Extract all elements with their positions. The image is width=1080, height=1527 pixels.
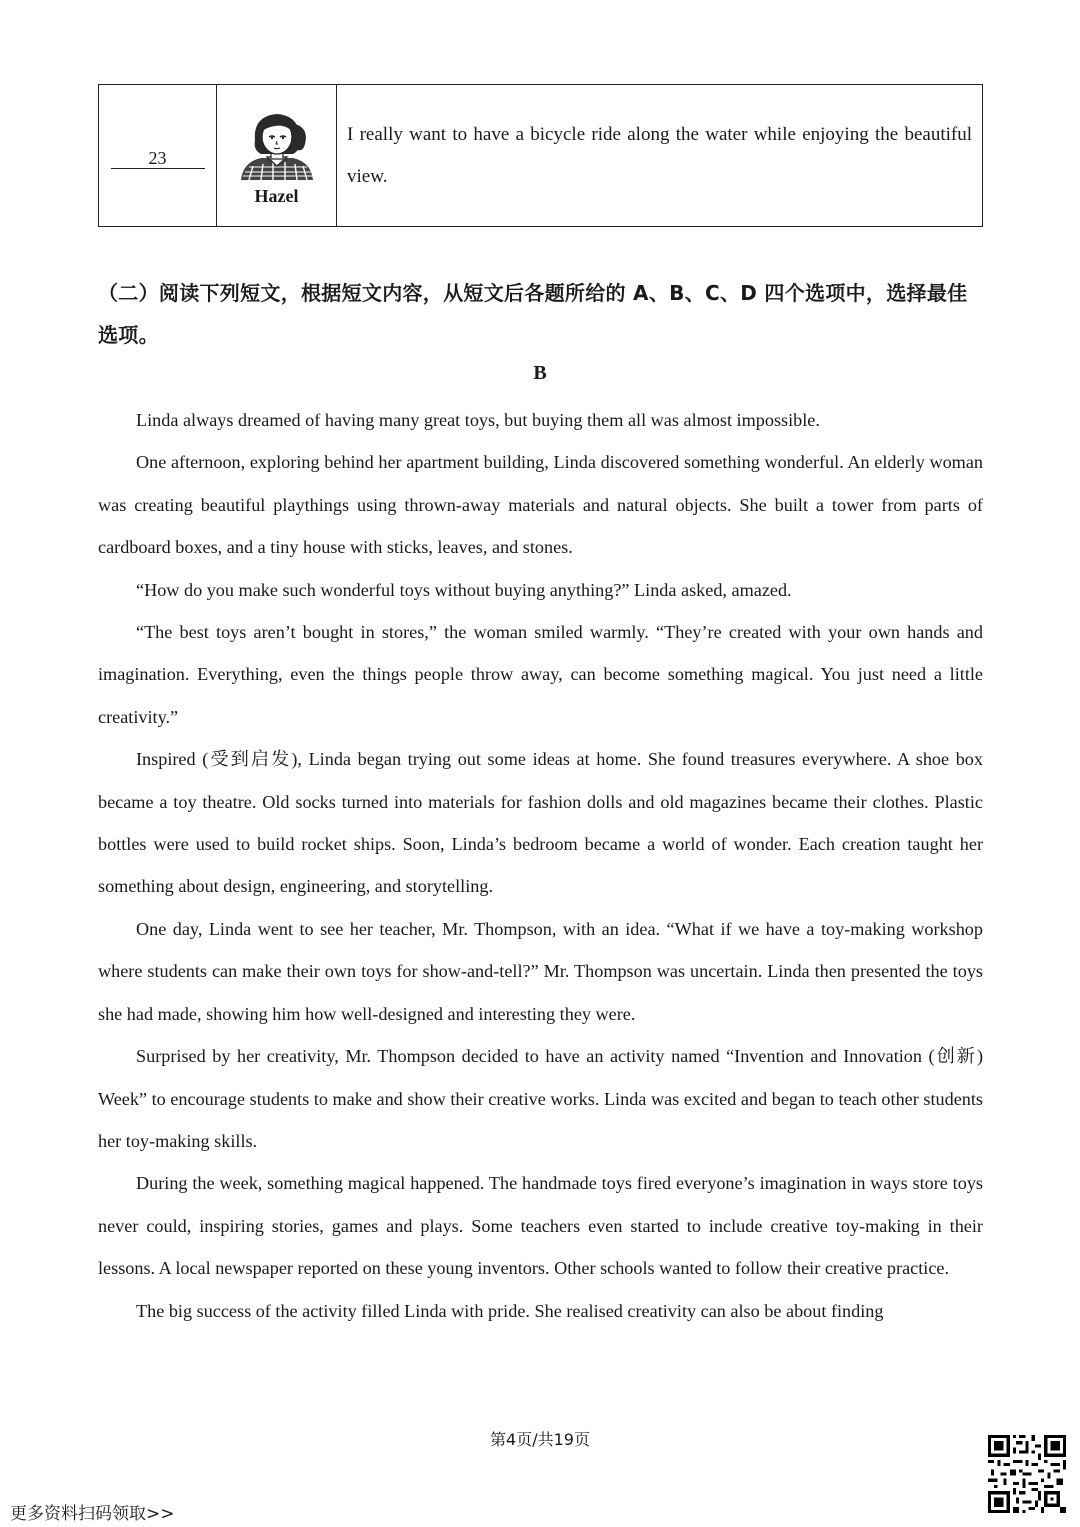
avatar-cell [217,85,337,227]
page-number: 第4页/共19页 [490,1430,590,1449]
quote-text: I really want to have a bicycle ride along the water while enjoying the beautiful view. [347,123,972,187]
paragraph: “The best toys aren’t bought in stores,” the woman smiled warmly. “They’re created with your own hands and imagination. Everything, even the things people throw away, can become something magical. You just need a little creativity.” [98,622,983,727]
table-row [99,85,983,227]
quote-cell [337,85,983,227]
girl-avatar-icon [235,110,319,180]
person-name: Hazel [254,186,299,206]
question-table [98,84,983,227]
paragraph: Linda always dreamed of having many great toys, but buying them all was almost impossible. [136,410,820,430]
paragraph: Inspired (受到启发), Linda began trying out some ideas at home. She found treasures everywhere. A shoe box became a toy theatre. Old socks turned into materials for fashion dolls and old magazines became their clothes. Plastic bottles were used to build rocket ships. Soon, Linda’s bedroom became a world of wonder. Each creation taught her something about design, engineering, and storytelling. [98,749,983,897]
qr-code-icon[interactable] [988,1435,1066,1513]
paragraph: The big success of the activity filled Linda with pride. She realised creativity can also be about finding [136,1300,884,1321]
paragraph: One afternoon, exploring behind her apartment building, Linda discovered something wonderful. An elderly woman was creating beautiful playthings using thrown-away materials and natural objects. She built a tower from parts of cardboard boxes, and a tiny house with sticks, leaves, and stones. [98,452,983,558]
paragraph: Surprised by her creativity, Mr. Thompson decided to have an activity named “Invention and Innovation (创新) Week” to encourage students to make and show their creative works. Linda was excited and began to teach other students her toy-making skills. [98,1046,983,1151]
answer-blank[interactable]: 23 [111,148,205,169]
paragraph: “How do you make such wonderful toys without buying anything?” Linda asked, amazed. [136,579,792,600]
section-instruction: （二）阅读下列短文，根据短文内容，从短文后各题所给的 A、B、C、D 四个选项中，选择最佳选项。 [98,281,968,347]
number-cell [99,85,217,227]
reading-passage [98,399,983,1332]
paragraph: One day, Linda went to see her teacher, Mr. Thompson, with an idea. “What if we have a toy-making workshop where students can make their own toys for show-and-tell?” Mr. Thompson was uncertain. Linda then presented the toys she had made, showing him how well-designed and interesting they were. [98,918,983,1024]
more-resources-link[interactable]: 更多资料扫码领取>> [10,1504,175,1524]
passage-title: B [533,362,547,384]
paragraph: During the week, something magical happened. The handmade toys fired everyone’s imagination in ways store toys never could, inspiring stories, games and plays. Some teachers even started to include creative toy-making in their lessons. A local newspaper reported on these young inventors. Other schools wanted to follow their creative practice. [98,1173,983,1279]
